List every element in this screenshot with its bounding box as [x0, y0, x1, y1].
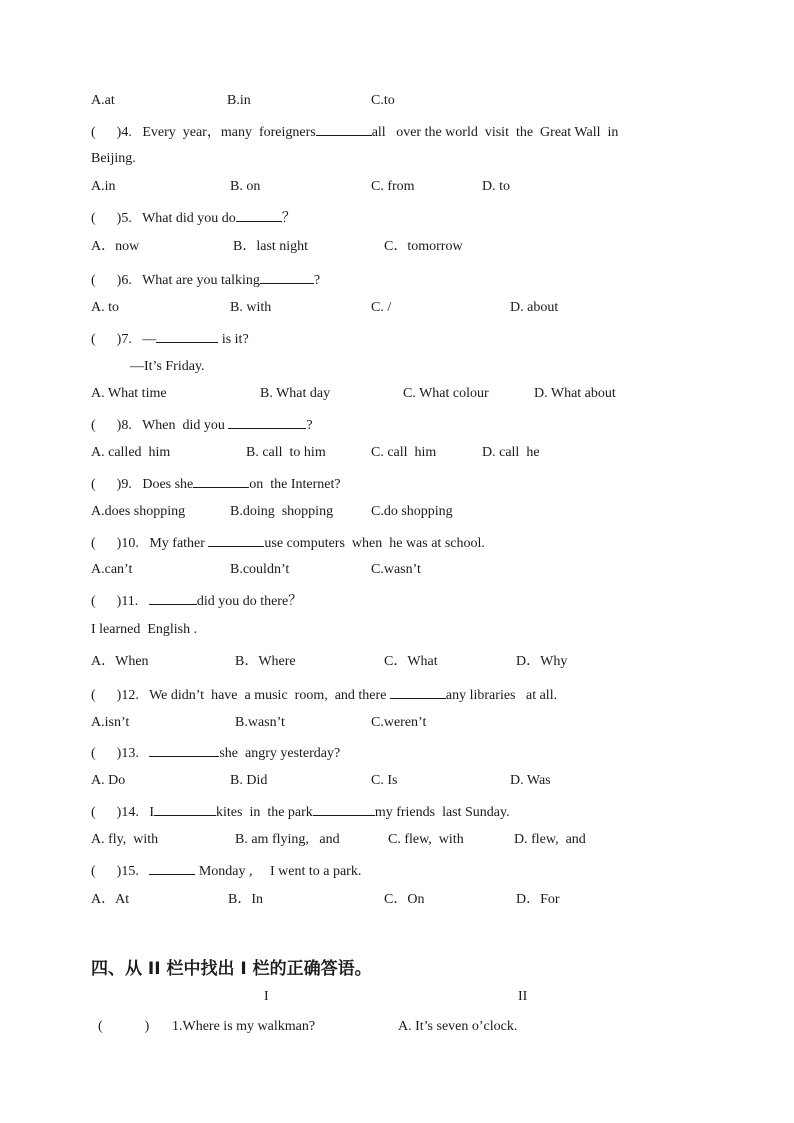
q6-text-after: ?: [313, 273, 321, 288]
q4-text: Every year，many foreigners: [142, 125, 316, 140]
q14-text-middle: kites in the park: [216, 805, 313, 820]
q15-option-c: C．On: [384, 892, 425, 907]
q13-option-a: A. Do: [91, 773, 126, 788]
q13-option-d: D. Was: [510, 773, 551, 788]
q9-blank[interactable]: [193, 473, 249, 488]
q3-option-c: C.to: [371, 93, 395, 108]
q5-option-b: B．last night: [233, 239, 309, 254]
q7-option-c: C. What colour: [403, 386, 489, 401]
q14-option-d: D. flew, and: [514, 832, 586, 847]
q8-option-d: D. call he: [482, 445, 540, 460]
q4-option-d: D. to: [482, 179, 510, 194]
q5-number: ( )5.: [91, 211, 132, 226]
q8-stem: [91, 414, 313, 435]
q7-option-a: A. What time: [91, 386, 167, 401]
q15-text-after: Monday , I went to a park.: [195, 864, 362, 879]
q10-option-c: C.wasn’t: [371, 562, 421, 577]
q11-option-c: C．What: [384, 654, 438, 669]
q6-option-d: D. about: [510, 300, 559, 315]
q9-option-c: C.do shopping: [371, 504, 453, 519]
q8-text: When did you: [142, 418, 229, 433]
q14-option-b: B. am flying, and: [235, 832, 340, 847]
q14-blank-1[interactable]: [154, 801, 216, 816]
column-i-heading: I: [264, 989, 269, 1004]
q13-text-after: she angry yesterday?: [219, 746, 341, 761]
q15-stem: [91, 860, 361, 881]
q10-text-after: use computers when he was at school.: [264, 536, 485, 551]
q11-stem: [91, 590, 302, 611]
q11-number: ( )11.: [91, 594, 139, 609]
q10-option-b: B.couldn’t: [230, 562, 290, 577]
q4-blank[interactable]: [316, 121, 372, 136]
q12-number: ( )12.: [91, 688, 139, 703]
q4-stem-continued: Beijing.: [91, 151, 136, 166]
q10-number: ( )10.: [91, 536, 139, 551]
q9-text-after: on the Internet?: [249, 477, 341, 492]
q6-option-b: B. with: [230, 300, 272, 315]
q4-stem: [91, 121, 618, 142]
q13-option-b: B. Did: [230, 773, 268, 788]
q14-option-c: C. flew, with: [388, 832, 464, 847]
q5-text: What did you do: [142, 211, 236, 226]
q6-option-c: C. /: [371, 300, 392, 315]
q13-option-c: C. Is: [371, 773, 398, 788]
q8-option-a: A. called him: [91, 445, 171, 460]
q13-stem: [91, 742, 340, 763]
q11-option-d: D．Why: [516, 654, 568, 669]
q6-number: ( )6.: [91, 273, 132, 288]
matching-answer-a: A. It’s seven o’clock.: [398, 1019, 518, 1034]
q10-text: My father: [149, 536, 209, 551]
q4-number: ( )4.: [91, 125, 132, 140]
q10-blank[interactable]: [208, 532, 264, 547]
q8-text-after: ?: [306, 418, 313, 433]
q5-option-c: C．tomorrow: [384, 239, 463, 254]
q9-stem: [91, 473, 341, 494]
q12-option-a: A.isn’t: [91, 715, 130, 730]
matching-question-1: 1.Where is my walkman?: [172, 1019, 316, 1034]
section-4-heading: 四、从 II 栏中找出 I 栏的正确答语。: [91, 959, 372, 979]
q12-option-c: C.weren’t: [371, 715, 427, 730]
q11-option-b: B．Where: [235, 654, 296, 669]
q14-text-after: my friends last Sunday.: [374, 805, 510, 820]
q8-number: ( )8.: [91, 418, 132, 433]
q14-option-a: A. fly, with: [91, 832, 159, 847]
q14-stem: [91, 801, 510, 822]
q12-text: We didn’t have a music room, and there: [149, 688, 390, 703]
column-ii-heading: II: [518, 989, 528, 1004]
q7-reply: —It’s Friday.: [130, 359, 205, 374]
q4-text-after: all over the world visit the Great Wall in: [371, 125, 619, 140]
q5-text-after: ？: [281, 211, 296, 226]
q3-option-b: B.in: [227, 93, 251, 108]
q11-blank[interactable]: [149, 590, 197, 605]
q7-option-b: B. What day: [260, 386, 331, 401]
q14-number: ( )14.: [91, 805, 139, 820]
q15-option-a: A．At: [91, 892, 130, 907]
q9-text: Does she: [142, 477, 194, 492]
q4-option-c: C. from: [371, 179, 415, 194]
matching-answer-slot-1[interactable]: ( ): [98, 1019, 150, 1034]
q6-stem: [91, 269, 320, 290]
q9-number: ( )9.: [91, 477, 132, 492]
q11-reply: I learned English .: [91, 622, 198, 637]
q9-option-b: B.doing shopping: [230, 504, 334, 519]
q4-option-b: B. on: [230, 179, 261, 194]
q8-option-b: B. call to him: [246, 445, 326, 460]
q13-number: ( )13.: [91, 746, 139, 761]
q15-option-b: B．In: [228, 892, 263, 907]
q7-number: ( )7.: [91, 332, 132, 347]
q15-option-d: D．For: [516, 892, 560, 907]
q5-stem: [91, 207, 296, 228]
q6-blank[interactable]: [260, 269, 314, 284]
q14-blank-2[interactable]: [313, 801, 375, 816]
q10-option-a: A.can’t: [91, 562, 133, 577]
q11-option-a: A．When: [91, 654, 149, 669]
q6-option-a: A. to: [91, 300, 119, 315]
q5-blank[interactable]: [236, 207, 282, 222]
q7-blank[interactable]: [156, 328, 218, 343]
q11-text-after: did you do there？: [196, 594, 303, 609]
q6-text: What are you talking: [142, 273, 260, 288]
q7-text: —: [142, 332, 157, 347]
q15-blank[interactable]: [149, 860, 195, 875]
q9-option-a: A.does shopping: [91, 504, 186, 519]
q8-blank[interactable]: [228, 414, 306, 429]
q12-text-after: any libraries at all.: [445, 688, 558, 703]
q15-number: ( )15.: [91, 864, 139, 879]
q12-blank[interactable]: [390, 684, 446, 699]
q7-text-after: is it?: [218, 332, 249, 347]
q14-text: I: [149, 805, 154, 820]
q5-option-a: A．now: [91, 239, 140, 254]
q7-stem: [91, 328, 249, 349]
q12-option-b: B.wasn’t: [235, 715, 285, 730]
q10-stem: [91, 532, 485, 553]
q4-option-a: A.in: [91, 179, 116, 194]
q3-option-a: A.at: [91, 93, 115, 108]
q13-blank[interactable]: [149, 742, 219, 757]
q7-option-d: D. What about: [534, 386, 616, 401]
q12-stem: [91, 684, 557, 705]
q8-option-c: C. call him: [371, 445, 437, 460]
